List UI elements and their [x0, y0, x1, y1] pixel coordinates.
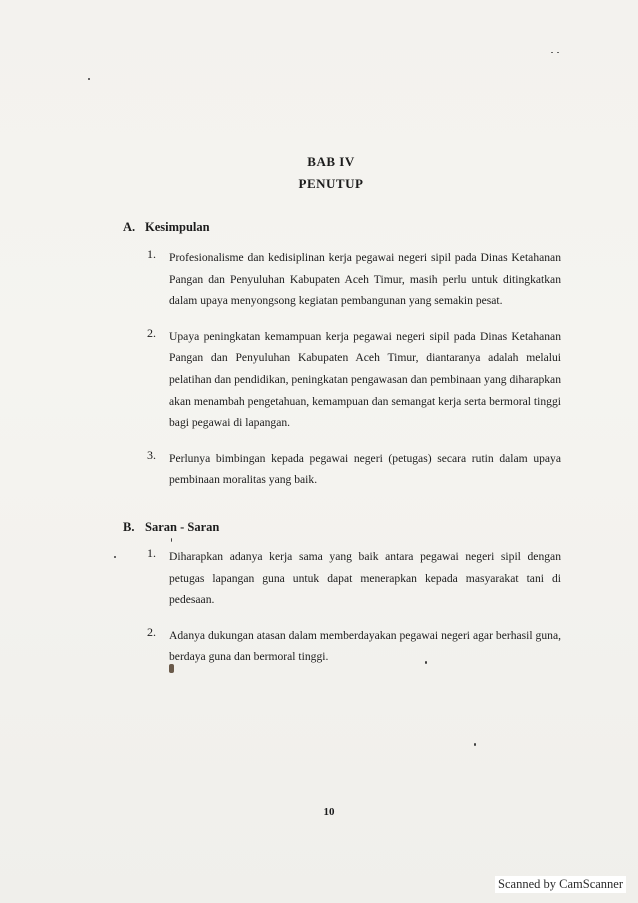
scan-speck: [557, 52, 559, 53]
scan-speck: [425, 661, 427, 664]
scan-speck: [171, 538, 172, 542]
scan-speck: [114, 556, 116, 558]
chapter-title: PENUTUP: [298, 176, 364, 191]
list-item-number: 1.: [147, 546, 156, 560]
list-item-text: Adanya dukungan atasan dalam memberdayakan pegawai negeri agar berhasil guna, berdaya guna dan bermoral tinggi.: [169, 628, 561, 664]
list-item: [149, 247, 561, 312]
list-item: [149, 625, 561, 668]
list-item-text: Upaya peningkatan kemampuan kerja pegawai negeri sipil pada Dinas Ketahanan Pangan dan Penyuluhan Kabupaten Aceh Timur, diantaranya adalah melalui pelatihan dan pendidikan, peningkatan pengawasan dan pembinaan yang diharapkan akan menambah pengetahuan, kemampuan dan semangat kerja serta bermoral tinggi bagi pegawai di lapangan.: [169, 329, 561, 430]
scan-speck: [88, 78, 90, 80]
list-item: [149, 546, 561, 611]
list-item-number: 2.: [147, 624, 156, 639]
list-item-text: Perlunya bimbingan kepada pegawai negeri (petugas) secara rutin dalam upaya pembinaan moralitas yang baik.: [169, 451, 561, 487]
list-item-text: Profesionalisme dan kedisiplinan kerja pegawai negeri sipil pada Dinas Ketahanan Pangan dan Penyuluhan Kabupaten Aceh Timur, masih perlu untuk ditingkatkan dalam upaya menyongsong kegiatan pembangunan yang semakin pesat.: [169, 251, 561, 308]
list-item-number: 1.: [147, 247, 156, 261]
section-b-title: Saran - Saran: [145, 520, 220, 534]
scanner-watermark: Scanned by CamScanner: [495, 876, 626, 893]
scan-speck: [474, 743, 476, 746]
scan-speck: [169, 664, 174, 673]
page-number: 10: [323, 806, 335, 818]
list-item-text: Diharapkan adanya kerja sama yang baik antara pegawai negeri sipil dengan petugas lapangan guna untuk dapat menerapkan kepada masyarakat tani di pedesaan.: [169, 550, 561, 607]
section-b-heading: [123, 520, 219, 535]
scan-speck: [551, 52, 553, 53]
suggestion-list: [149, 546, 561, 682]
list-item: [149, 448, 561, 491]
section-a-title: Kesimpulan: [145, 220, 210, 234]
conclusion-list: [149, 247, 561, 505]
section-a-letter: A.: [123, 220, 136, 234]
list-item: [149, 326, 561, 434]
section-a-heading: [123, 220, 210, 235]
list-item-number: 2.: [147, 325, 156, 340]
section-b-letter: B.: [123, 520, 135, 534]
list-item-number: 3.: [147, 447, 156, 462]
chapter-heading: BAB IV: [307, 154, 355, 169]
